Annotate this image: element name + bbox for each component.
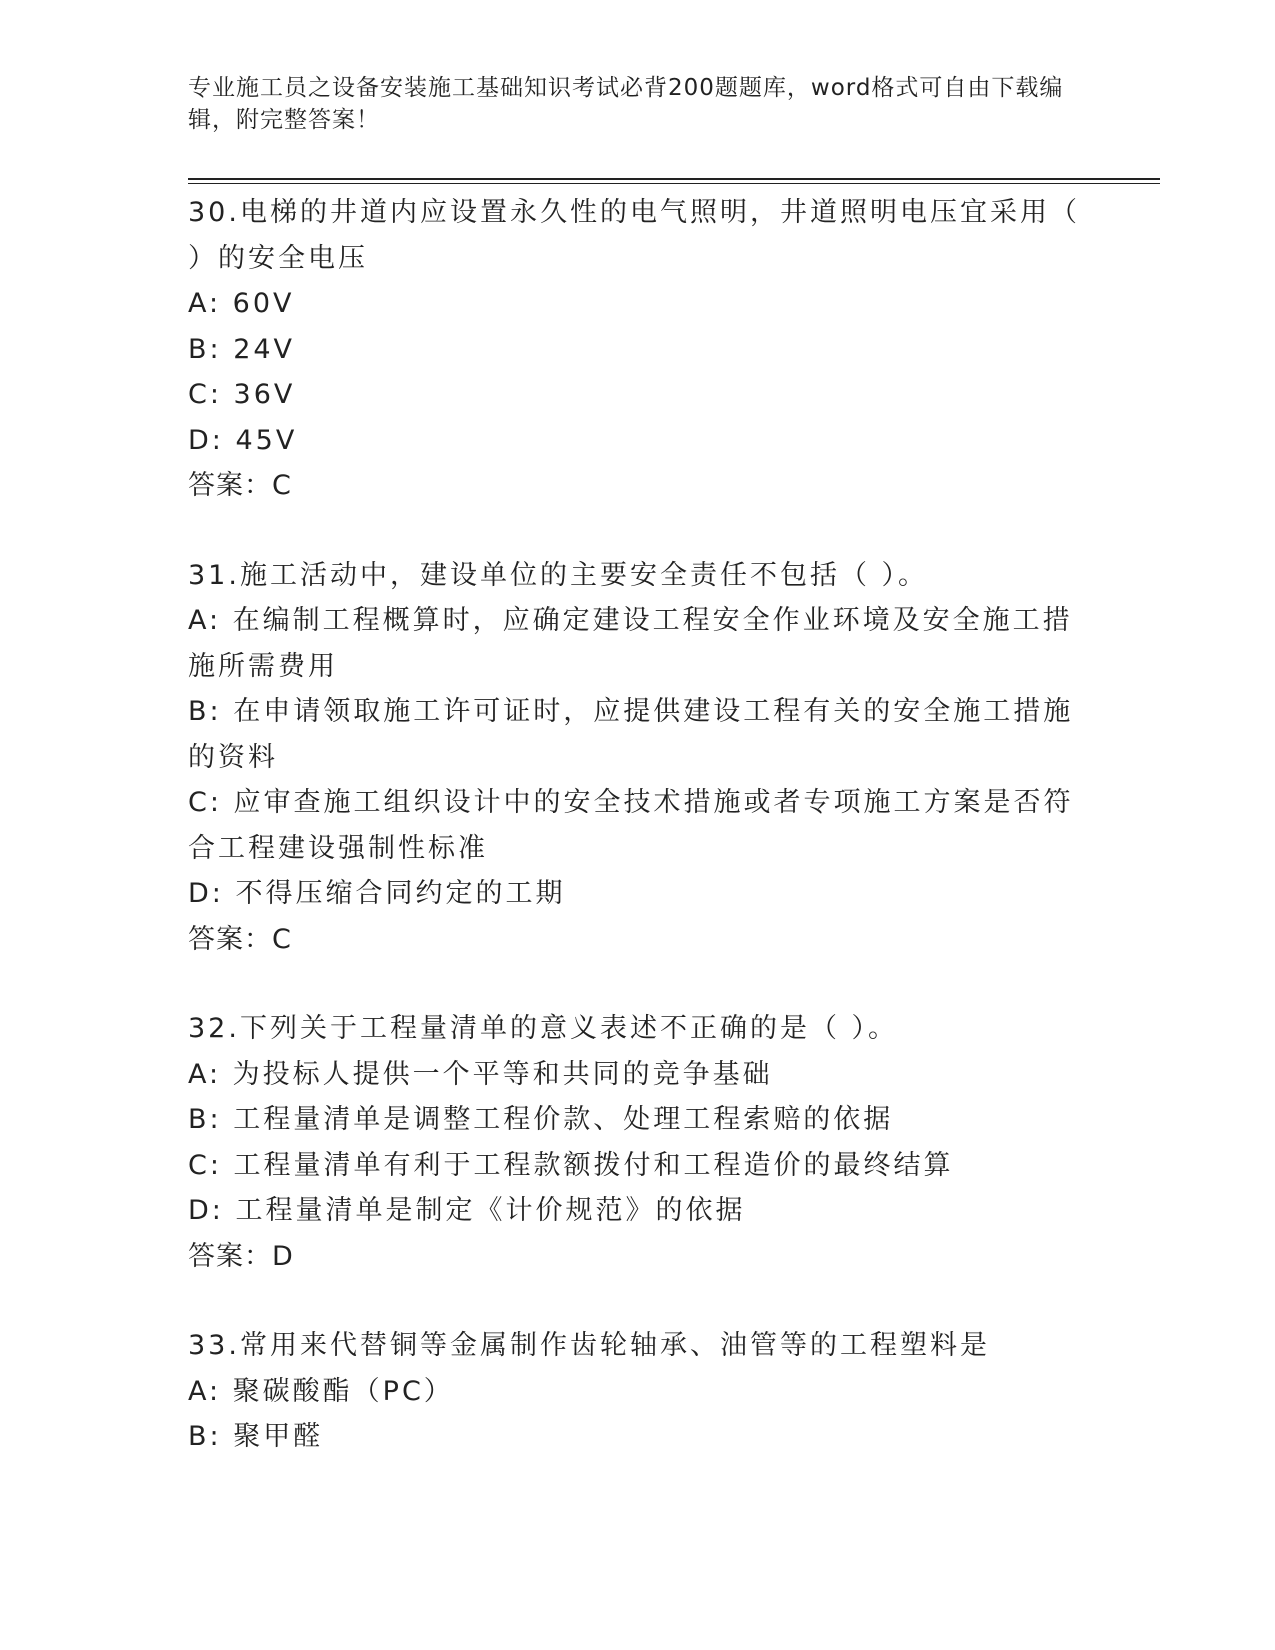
option-d: D: 不得压缩合同约定的工期	[188, 878, 566, 909]
header-divider	[188, 178, 1160, 180]
option-a: A: 60V	[188, 288, 295, 319]
answer: 答案：C	[188, 923, 292, 955]
option-d: D: 工程量清单是制定《计价规范》的依据	[188, 1195, 746, 1226]
question-33	[188, 1323, 1088, 1460]
question-stem: 31.施工活动中，建设单位的主要安全责任不包括（ ）。	[188, 559, 929, 591]
option-d: D: 45V	[188, 424, 298, 456]
header-divider-thin	[188, 183, 1160, 184]
option-a: A: 聚碳酸酯（PC）	[188, 1375, 454, 1407]
question-30	[188, 190, 1088, 509]
question-stem: 30.电梯的井道内应设置永久性的电气照明，井道照明电压宜采用（ ）的安全电压	[188, 197, 1080, 274]
option-c: C: 应审查施工组织设计中的安全技术措施或者专项施工方案是否符合工程建设强制性标准	[188, 787, 1074, 864]
option-a: A: 为投标人提供一个平等和共同的竞争基础	[188, 1058, 773, 1090]
question-list	[188, 190, 1088, 1504]
answer: 答案：D	[188, 1240, 294, 1272]
option-c: C: 工程量清单有利于工程款额拨付和工程造价的最终结算	[188, 1149, 954, 1181]
question-stem: 33.常用来代替铜等金属制作齿轮轴承、油管等的工程塑料是	[188, 1330, 990, 1361]
option-b: B: 聚甲醛	[188, 1421, 324, 1452]
option-a: A: 在编制工程概算时，应确定建设工程安全作业环境及安全施工措施所需费用	[188, 605, 1073, 682]
option-b: B: 工程量清单是调整工程价款、处理工程索赔的依据	[188, 1104, 894, 1135]
question-stem: 32.下列关于工程量清单的意义表述不正确的是（ ）。	[188, 1013, 899, 1044]
option-b: B: 在申请领取施工许可证时，应提供建设工程有关的安全施工措施的资料	[188, 696, 1074, 773]
answer: 答案：C	[188, 470, 292, 501]
option-b: B: 24V	[188, 333, 296, 365]
document-header: 专业施工员之设备安装施工基础知识考试必背200题题库，word格式可自由下载编辑，附完整答案！	[188, 75, 1064, 133]
question-32	[188, 1006, 1088, 1279]
option-c: C: 36V	[188, 379, 296, 410]
question-31	[188, 553, 1088, 963]
